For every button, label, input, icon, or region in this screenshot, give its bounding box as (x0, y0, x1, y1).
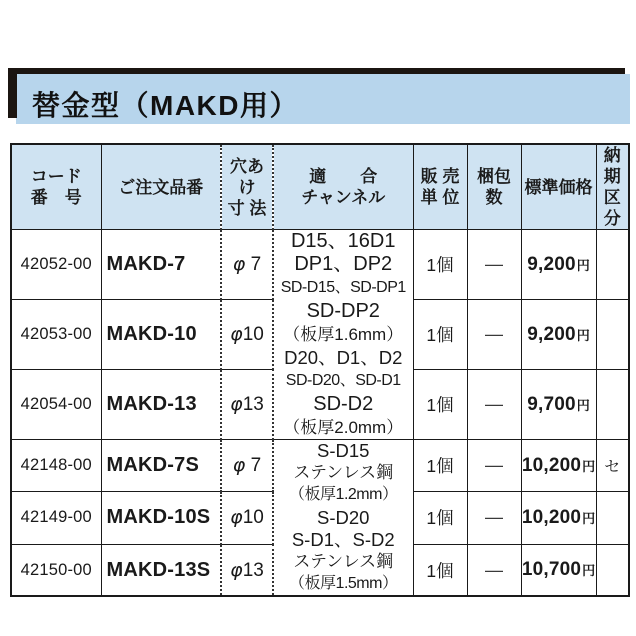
pack-cell: — (467, 492, 521, 544)
col-header-delivery-line2: 区分 (603, 188, 621, 228)
part-cell: MAKD-7S (101, 440, 221, 492)
hole-cell (221, 300, 273, 370)
yen-suffix: 円 (582, 563, 596, 578)
unit-cell: 1個 (413, 230, 467, 300)
delivery-cell (596, 370, 629, 440)
channel-line: （板厚2.0mm） (283, 417, 404, 437)
col-header-channel (273, 144, 413, 230)
unit-cell: 1個 (413, 300, 467, 370)
hole-value: 13 (242, 394, 264, 415)
col-header-code (11, 144, 101, 230)
unit-cell: 1個 (413, 544, 467, 596)
phi-symbol: φ (230, 393, 243, 415)
price-cell (521, 440, 596, 492)
price-cell (521, 230, 596, 300)
delivery-cell (596, 300, 629, 370)
pack-cell: — (467, 300, 521, 370)
yen-suffix: 円 (576, 397, 590, 413)
channel-line: （板厚1.2mm） (289, 486, 398, 504)
channel-line: SD-D20、SD-D1 (285, 372, 401, 390)
hole-value: 7 (245, 254, 262, 275)
product-table (10, 143, 630, 597)
channel-line: S-D20 (317, 506, 370, 528)
hole-value: 10 (242, 324, 264, 345)
pack-cell: — (467, 544, 521, 596)
table-row (11, 230, 629, 300)
delivery-cell: セ (596, 440, 629, 492)
col-header-pack (467, 144, 521, 230)
price-cell (521, 300, 596, 370)
col-header-unit-line2: 単 位 (420, 188, 460, 207)
col-header-pack-line2: 数 (485, 188, 503, 207)
phi-symbol: φ (230, 558, 243, 581)
price-cell (521, 492, 596, 544)
col-header-part: ご注文品番 (101, 144, 221, 230)
channel-line: （板厚1.5mm） (289, 575, 398, 593)
pack-cell: — (467, 230, 521, 300)
channel-line: D15、16D1 (290, 230, 396, 253)
table-row (11, 440, 629, 492)
price-value: 10,700 (521, 559, 582, 580)
hole-cell (221, 544, 273, 596)
phi-symbol: φ (230, 506, 243, 529)
channel-line: SD-D15、SD-DP1 (280, 279, 406, 297)
price-cell (521, 370, 596, 440)
part-cell: MAKD-10 (101, 300, 221, 370)
channel-line: DP1、DP2 (294, 253, 393, 276)
yen-suffix: 円 (576, 327, 590, 343)
code-cell: 42053-00 (11, 300, 101, 370)
channel-line: ステンレス鋼 (293, 552, 394, 572)
unit-cell: 1個 (413, 370, 467, 440)
part-cell: MAKD-13 (101, 370, 221, 440)
channel-line: S-D1、S-D2 (291, 528, 395, 550)
hole-value: 7 (245, 455, 262, 477)
part-cell: MAKD-10S (101, 492, 221, 544)
col-header-unit-line1: 販 売 (420, 167, 460, 186)
col-header-hole-line1: 穴あけ (230, 156, 264, 197)
channel-line: ステンレス鋼 (293, 463, 394, 483)
price-value: 10,200 (521, 506, 582, 528)
col-header-code-line2: 番 号 (30, 188, 82, 207)
channel-cell-group1 (273, 230, 413, 440)
phi-symbol: φ (232, 253, 246, 275)
channel-line: D20、D1、D2 (284, 347, 403, 369)
hole-cell (221, 440, 273, 492)
code-cell: 42148-00 (11, 440, 101, 492)
part-cell: MAKD-7 (101, 230, 221, 300)
col-header-hole-line2: 寸 法 (227, 198, 267, 218)
part-cell: MAKD-13S (101, 544, 221, 596)
price-value: 9,200 (527, 323, 576, 345)
hole-value: 13 (242, 559, 264, 581)
col-header-delivery-line1: 納期 (603, 146, 621, 186)
header-row (11, 144, 629, 230)
price-value: 9,200 (527, 253, 576, 275)
unit-cell: 1個 (413, 492, 467, 544)
col-header-channel-line2: チャンネル (301, 188, 386, 207)
channel-line: （板厚1.6mm） (283, 324, 404, 344)
section-title-block (8, 68, 630, 126)
code-cell: 42150-00 (11, 544, 101, 596)
title-left-bar (8, 68, 17, 118)
channel-line: SD-D2 (313, 392, 374, 415)
col-header-unit (413, 144, 467, 230)
yen-suffix: 円 (582, 510, 596, 526)
yen-suffix: 円 (582, 458, 596, 474)
phi-symbol: φ (230, 323, 243, 345)
unit-cell: 1個 (413, 440, 467, 492)
delivery-cell (596, 230, 629, 300)
pack-cell: — (467, 440, 521, 492)
delivery-cell (596, 544, 629, 596)
code-cell: 42052-00 (11, 230, 101, 300)
phi-symbol: φ (232, 454, 246, 477)
pack-cell: — (467, 370, 521, 440)
col-header-channel-line1: 適 合 (309, 167, 378, 186)
code-cell: 42054-00 (11, 370, 101, 440)
yen-suffix: 円 (576, 257, 590, 273)
col-header-hole (221, 144, 273, 230)
price-cell (521, 544, 596, 596)
hole-value: 10 (242, 507, 264, 529)
col-header-pack-line1: 梱包 (477, 167, 511, 186)
channel-line: SD-DP2 (306, 299, 380, 322)
channel-line: S-D15 (317, 440, 370, 461)
delivery-cell (596, 492, 629, 544)
hole-cell (221, 492, 273, 544)
code-cell: 42149-00 (11, 492, 101, 544)
col-header-price: 標準価格 (521, 144, 596, 230)
col-header-delivery (596, 144, 629, 230)
price-value: 9,700 (527, 393, 576, 415)
page-title: 替金型（MAKD用） (32, 90, 299, 121)
hole-cell (221, 230, 273, 300)
hole-cell (221, 370, 273, 440)
col-header-code-line1: コード (30, 167, 82, 186)
channel-cell-group2 (273, 440, 413, 597)
price-value: 10,200 (521, 454, 582, 476)
